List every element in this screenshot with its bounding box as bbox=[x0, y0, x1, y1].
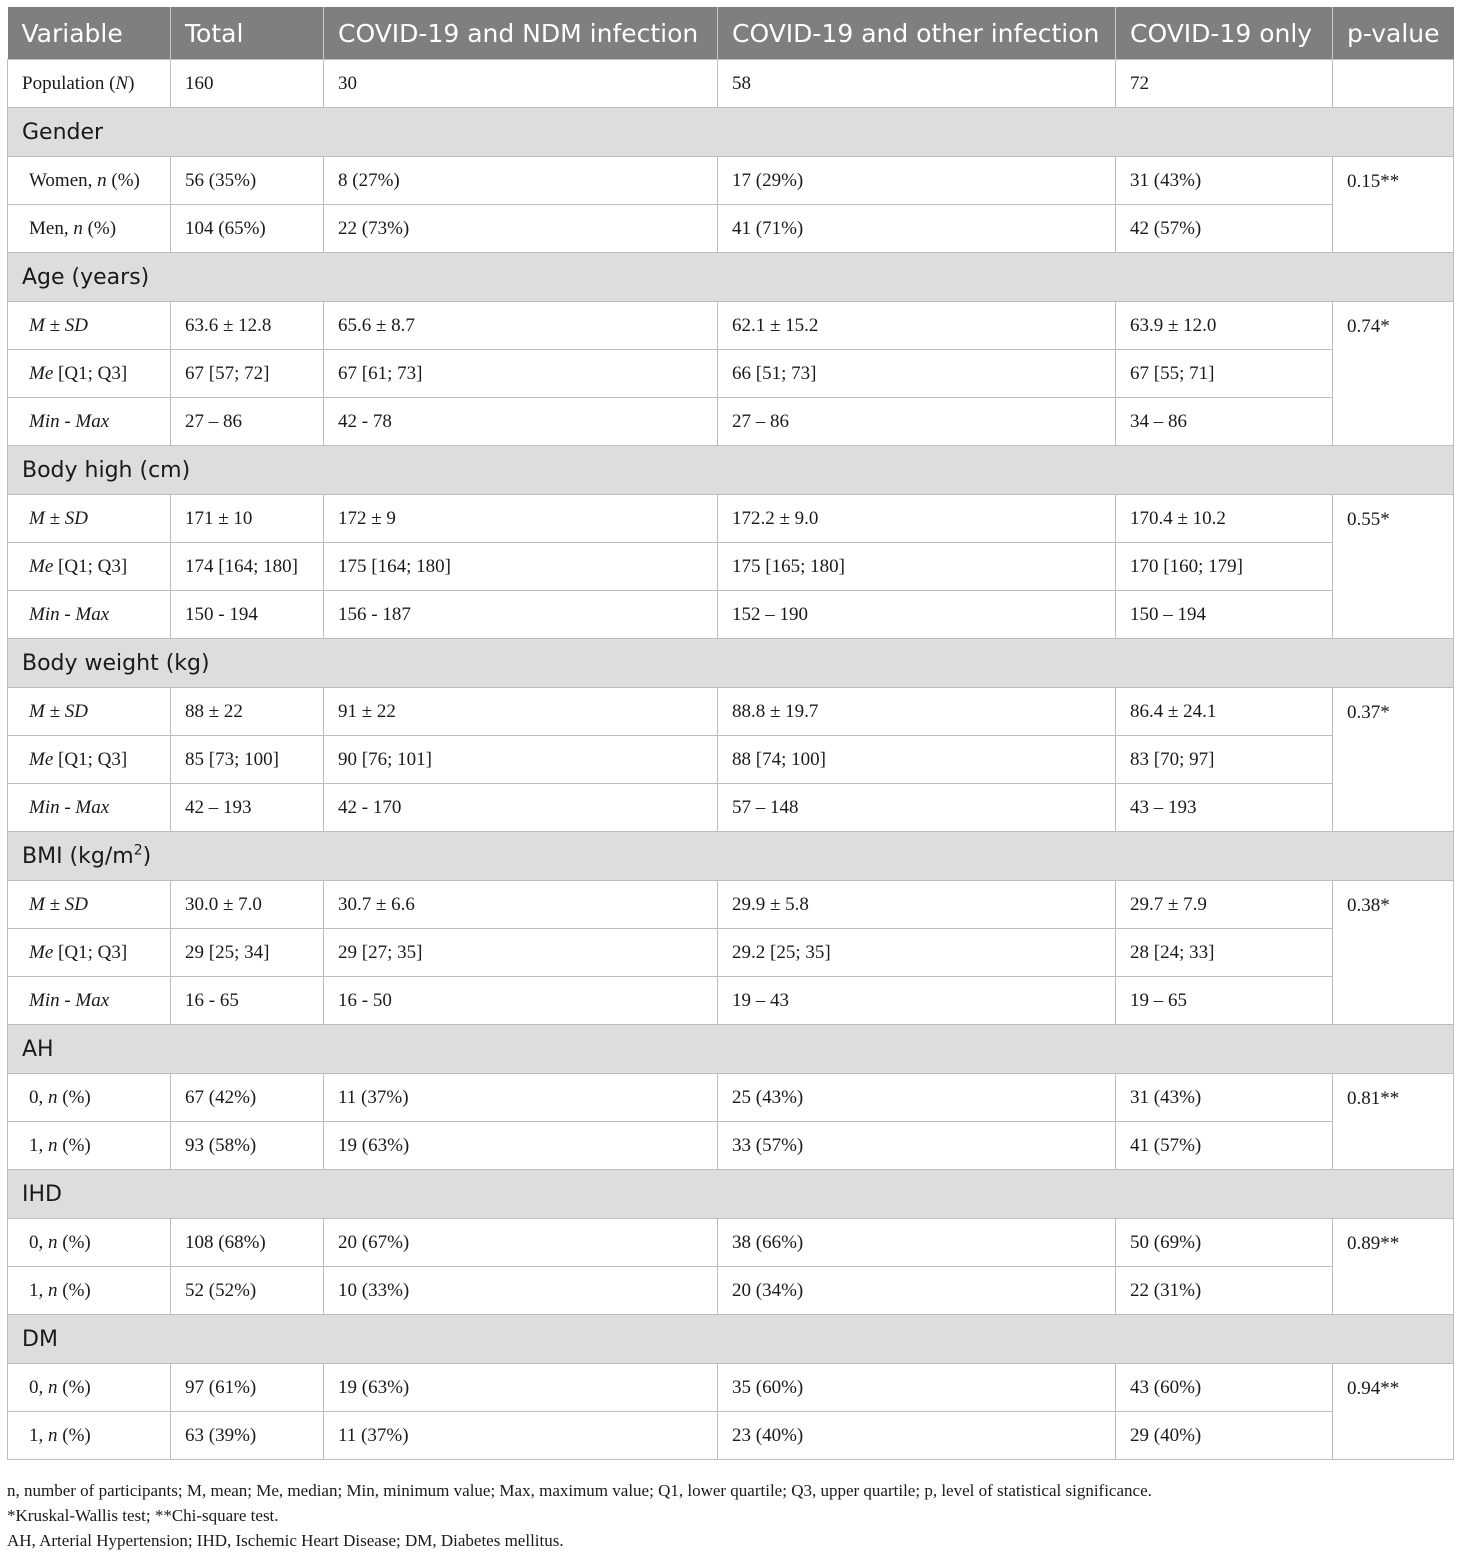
row-label bbox=[8, 1219, 171, 1267]
cell-covid-only: 67 [55; 71] bbox=[1116, 350, 1333, 398]
row-label-italic: Min - Max bbox=[29, 603, 110, 625]
cell-ndm: 11 (37%) bbox=[324, 1074, 718, 1122]
table-row bbox=[8, 688, 1454, 736]
table-container bbox=[7, 7, 1453, 1460]
section-title-text: BMI (kg/m bbox=[22, 843, 134, 869]
table-row bbox=[8, 977, 1454, 1025]
section-title-text: Gender bbox=[22, 119, 104, 145]
table-row bbox=[8, 929, 1454, 977]
section-row-age-years bbox=[8, 253, 1454, 302]
population-ndm: 30 bbox=[324, 60, 718, 108]
table-row bbox=[8, 205, 1454, 253]
row-label bbox=[8, 1267, 171, 1315]
footnote-disease-abbrev: AH, Arterial Hypertension; IHD, Ischemic Heart Disease; DM, Diabetes mellitus. bbox=[7, 1531, 564, 1550]
section-title-text: IHD bbox=[22, 1181, 62, 1207]
cell-pvalue: 0.37* bbox=[1333, 688, 1454, 832]
cell-ndm: 30.7 ± 6.6 bbox=[324, 881, 718, 929]
cell-other: 152 – 190 bbox=[718, 591, 1116, 639]
row-label-italic: n bbox=[48, 1086, 58, 1108]
cell-total: 104 (65%) bbox=[171, 205, 324, 253]
cell-other: 41 (71%) bbox=[718, 205, 1116, 253]
cell-total: 63.6 ± 12.8 bbox=[171, 302, 324, 350]
cell-total: 63 (39%) bbox=[171, 1412, 324, 1460]
cell-ndm: 19 (63%) bbox=[324, 1364, 718, 1412]
cell-other: 29.2 [25; 35] bbox=[718, 929, 1116, 977]
row-label-pre: Women, bbox=[29, 169, 98, 191]
population-other: 58 bbox=[718, 60, 1116, 108]
row-label bbox=[8, 784, 171, 832]
header-row bbox=[8, 7, 1454, 60]
cell-ndm: 10 (33%) bbox=[324, 1267, 718, 1315]
section-title bbox=[8, 108, 1454, 157]
row-label-post: [Q1; Q3] bbox=[53, 748, 128, 770]
section-title-text: Body high (cm) bbox=[22, 457, 191, 483]
section-title-text: AH bbox=[22, 1036, 54, 1062]
cell-ndm: 156 - 187 bbox=[324, 591, 718, 639]
cell-total: 16 - 65 bbox=[171, 977, 324, 1025]
cell-total: 88 ± 22 bbox=[171, 688, 324, 736]
cell-covid-only: 50 (69%) bbox=[1116, 1219, 1333, 1267]
cell-covid-only: 28 [24; 33] bbox=[1116, 929, 1333, 977]
cell-other: 29.9 ± 5.8 bbox=[718, 881, 1116, 929]
row-label-post: (%) bbox=[57, 1376, 91, 1398]
row-label bbox=[8, 1412, 171, 1460]
section-row-dm bbox=[8, 1315, 1454, 1364]
section-title-sup: 2 bbox=[133, 842, 143, 859]
cell-other: 33 (57%) bbox=[718, 1122, 1116, 1170]
cell-pvalue: 0.89** bbox=[1333, 1219, 1454, 1315]
cell-ndm: 90 [76; 101] bbox=[324, 736, 718, 784]
row-label-post: (%) bbox=[57, 1424, 91, 1446]
cell-pvalue: 0.81** bbox=[1333, 1074, 1454, 1170]
section-row-body-weight-kg bbox=[8, 639, 1454, 688]
row-label-pre: 0, bbox=[29, 1231, 48, 1253]
row-label-italic: Me bbox=[29, 748, 54, 770]
cell-covid-only: 19 – 65 bbox=[1116, 977, 1333, 1025]
cell-other: 62.1 ± 15.2 bbox=[718, 302, 1116, 350]
cell-other: 175 [165; 180] bbox=[718, 543, 1116, 591]
row-label-post: [Q1; Q3] bbox=[53, 362, 128, 384]
cell-total: 174 [164; 180] bbox=[171, 543, 324, 591]
table-row bbox=[8, 1219, 1454, 1267]
cell-covid-only: 34 – 86 bbox=[1116, 398, 1333, 446]
section-title-text: Body weight (kg) bbox=[22, 650, 210, 676]
cell-other: 27 – 86 bbox=[718, 398, 1116, 446]
row-label bbox=[8, 881, 171, 929]
cell-covid-only: 42 (57%) bbox=[1116, 205, 1333, 253]
row-label bbox=[8, 157, 171, 205]
population-row bbox=[8, 60, 1454, 108]
table-row bbox=[8, 881, 1454, 929]
header-ndm: COVID-19 and NDM infection bbox=[324, 7, 718, 60]
row-label-italic: Min - Max bbox=[29, 410, 110, 432]
cell-pvalue: 0.55* bbox=[1333, 495, 1454, 639]
section-title-text: Age (years) bbox=[22, 264, 150, 290]
cell-ndm: 65.6 ± 8.7 bbox=[324, 302, 718, 350]
cell-ndm: 16 - 50 bbox=[324, 977, 718, 1025]
cell-pvalue: 0.38* bbox=[1333, 881, 1454, 1025]
row-label-post: (%) bbox=[57, 1134, 91, 1156]
table-row bbox=[8, 1267, 1454, 1315]
section-title-suffix: ) bbox=[142, 843, 152, 869]
header-other: COVID-19 and other infection bbox=[718, 7, 1116, 60]
table-row bbox=[8, 302, 1454, 350]
cell-total: 56 (35%) bbox=[171, 157, 324, 205]
row-label-italic: n bbox=[97, 169, 107, 191]
footnote-tests: *Kruskal-Wallis test; **Chi-square test. bbox=[7, 1506, 279, 1525]
row-label-pre: 1, bbox=[29, 1134, 48, 1156]
row-label-italic: n bbox=[48, 1134, 58, 1156]
section-row-bmi-kg-m bbox=[8, 832, 1454, 881]
population-label-prefix: Population ( bbox=[22, 72, 116, 94]
table-row bbox=[8, 736, 1454, 784]
row-label-italic: n bbox=[48, 1376, 58, 1398]
row-label-italic: M ± SD bbox=[29, 314, 88, 336]
cell-covid-only: 29 (40%) bbox=[1116, 1412, 1333, 1460]
cell-other: 66 [51; 73] bbox=[718, 350, 1116, 398]
table-row bbox=[8, 1412, 1454, 1460]
section-title bbox=[8, 253, 1454, 302]
cell-covid-only: 43 – 193 bbox=[1116, 784, 1333, 832]
footnotes bbox=[7, 1478, 1453, 1553]
cell-total: 30.0 ± 7.0 bbox=[171, 881, 324, 929]
row-label-post: (%) bbox=[106, 169, 140, 191]
cell-ndm: 20 (67%) bbox=[324, 1219, 718, 1267]
header-variable: Variable bbox=[8, 7, 171, 60]
section-title bbox=[8, 1170, 1454, 1219]
cell-pvalue: 0.74* bbox=[1333, 302, 1454, 446]
row-label bbox=[8, 398, 171, 446]
table-row bbox=[8, 1122, 1454, 1170]
section-row-body-high-cm bbox=[8, 446, 1454, 495]
row-label-post: (%) bbox=[57, 1231, 91, 1253]
row-label-italic: M ± SD bbox=[29, 700, 88, 722]
cell-covid-only: 31 (43%) bbox=[1116, 157, 1333, 205]
cell-total: 108 (68%) bbox=[171, 1219, 324, 1267]
cell-other: 172.2 ± 9.0 bbox=[718, 495, 1116, 543]
row-label-post: (%) bbox=[57, 1279, 91, 1301]
cell-covid-only: 86.4 ± 24.1 bbox=[1116, 688, 1333, 736]
population-label-suffix: ) bbox=[128, 72, 135, 94]
table-row bbox=[8, 543, 1454, 591]
section-title bbox=[8, 446, 1454, 495]
table-row bbox=[8, 1364, 1454, 1412]
cell-covid-only: 150 – 194 bbox=[1116, 591, 1333, 639]
cell-total: 150 - 194 bbox=[171, 591, 324, 639]
cell-pvalue: 0.15** bbox=[1333, 157, 1454, 253]
cell-total: 85 [73; 100] bbox=[171, 736, 324, 784]
row-label bbox=[8, 350, 171, 398]
cell-covid-only: 41 (57%) bbox=[1116, 1122, 1333, 1170]
row-label-pre: 0, bbox=[29, 1376, 48, 1398]
row-label-pre: 1, bbox=[29, 1279, 48, 1301]
cell-other: 38 (66%) bbox=[718, 1219, 1116, 1267]
row-label-italic: n bbox=[73, 217, 83, 239]
cell-total: 67 (42%) bbox=[171, 1074, 324, 1122]
table-row bbox=[8, 398, 1454, 446]
row-label bbox=[8, 205, 171, 253]
cell-total: 171 ± 10 bbox=[171, 495, 324, 543]
cell-other: 35 (60%) bbox=[718, 1364, 1116, 1412]
row-label-pre: 0, bbox=[29, 1086, 48, 1108]
row-label-post: [Q1; Q3] bbox=[53, 941, 128, 963]
table-row bbox=[8, 591, 1454, 639]
table-row bbox=[8, 1074, 1454, 1122]
cell-other: 23 (40%) bbox=[718, 1412, 1116, 1460]
cell-covid-only: 29.7 ± 7.9 bbox=[1116, 881, 1333, 929]
row-label-italic: Min - Max bbox=[29, 989, 110, 1011]
cell-total: 52 (52%) bbox=[171, 1267, 324, 1315]
cell-ndm: 22 (73%) bbox=[324, 205, 718, 253]
row-label-post: [Q1; Q3] bbox=[53, 555, 128, 577]
row-label-italic: Me bbox=[29, 941, 54, 963]
cell-other: 20 (34%) bbox=[718, 1267, 1116, 1315]
section-title-text: DM bbox=[22, 1326, 58, 1352]
table-row bbox=[8, 495, 1454, 543]
population-covid-only: 72 bbox=[1116, 60, 1333, 108]
section-row-ihd bbox=[8, 1170, 1454, 1219]
section-title bbox=[8, 639, 1454, 688]
row-label-italic: n bbox=[48, 1424, 58, 1446]
cell-other: 17 (29%) bbox=[718, 157, 1116, 205]
cell-other: 88 [74; 100] bbox=[718, 736, 1116, 784]
footnote-abbreviations: n, number of participants; M, mean; Me, median; Min, minimum value; Max, maximum value; Q1, lower quartile; Q3, upper quartile; p, level of statistical significance. bbox=[7, 1481, 1152, 1500]
row-label bbox=[8, 495, 171, 543]
cell-other: 19 – 43 bbox=[718, 977, 1116, 1025]
population-label bbox=[8, 60, 171, 108]
cell-covid-only: 63.9 ± 12.0 bbox=[1116, 302, 1333, 350]
row-label-italic: n bbox=[48, 1279, 58, 1301]
table-row bbox=[8, 350, 1454, 398]
header-pvalue: p-value bbox=[1333, 7, 1454, 60]
cell-covid-only: 43 (60%) bbox=[1116, 1364, 1333, 1412]
characteristics-table bbox=[7, 7, 1454, 1460]
cell-covid-only: 22 (31%) bbox=[1116, 1267, 1333, 1315]
row-label bbox=[8, 302, 171, 350]
population-label-var: N bbox=[115, 72, 129, 94]
section-title bbox=[8, 1025, 1454, 1074]
cell-other: 88.8 ± 19.7 bbox=[718, 688, 1116, 736]
cell-ndm: 67 [61; 73] bbox=[324, 350, 718, 398]
section-title bbox=[8, 832, 1454, 881]
row-label-italic: n bbox=[48, 1231, 58, 1253]
row-label bbox=[8, 591, 171, 639]
table-row bbox=[8, 157, 1454, 205]
row-label-pre: Men, bbox=[29, 217, 74, 239]
row-label bbox=[8, 977, 171, 1025]
header-total: Total bbox=[171, 7, 324, 60]
row-label-pre: 1, bbox=[29, 1424, 48, 1446]
row-label-italic: Min - Max bbox=[29, 796, 110, 818]
table-row bbox=[8, 784, 1454, 832]
cell-pvalue: 0.94** bbox=[1333, 1364, 1454, 1460]
cell-total: 27 – 86 bbox=[171, 398, 324, 446]
cell-total: 67 [57; 72] bbox=[171, 350, 324, 398]
row-label-italic: M ± SD bbox=[29, 507, 88, 529]
row-label bbox=[8, 1122, 171, 1170]
row-label bbox=[8, 1074, 171, 1122]
row-label bbox=[8, 688, 171, 736]
cell-total: 93 (58%) bbox=[171, 1122, 324, 1170]
row-label bbox=[8, 929, 171, 977]
population-pvalue bbox=[1333, 60, 1454, 108]
row-label-post: (%) bbox=[57, 1086, 91, 1108]
row-label-italic: Me bbox=[29, 555, 54, 577]
cell-covid-only: 170 [160; 179] bbox=[1116, 543, 1333, 591]
cell-ndm: 19 (63%) bbox=[324, 1122, 718, 1170]
cell-ndm: 42 - 170 bbox=[324, 784, 718, 832]
cell-total: 42 – 193 bbox=[171, 784, 324, 832]
cell-covid-only: 83 [70; 97] bbox=[1116, 736, 1333, 784]
section-row-gender bbox=[8, 108, 1454, 157]
cell-covid-only: 31 (43%) bbox=[1116, 1074, 1333, 1122]
section-title bbox=[8, 1315, 1454, 1364]
cell-ndm: 8 (27%) bbox=[324, 157, 718, 205]
population-total: 160 bbox=[171, 60, 324, 108]
row-label bbox=[8, 543, 171, 591]
cell-ndm: 172 ± 9 bbox=[324, 495, 718, 543]
cell-total: 97 (61%) bbox=[171, 1364, 324, 1412]
row-label-post: (%) bbox=[82, 217, 117, 239]
cell-other: 25 (43%) bbox=[718, 1074, 1116, 1122]
row-label bbox=[8, 736, 171, 784]
cell-ndm: 11 (37%) bbox=[324, 1412, 718, 1460]
cell-ndm: 175 [164; 180] bbox=[324, 543, 718, 591]
cell-covid-only: 170.4 ± 10.2 bbox=[1116, 495, 1333, 543]
cell-total: 29 [25; 34] bbox=[171, 929, 324, 977]
cell-ndm: 91 ± 22 bbox=[324, 688, 718, 736]
cell-ndm: 42 - 78 bbox=[324, 398, 718, 446]
section-row-ah bbox=[8, 1025, 1454, 1074]
row-label bbox=[8, 1364, 171, 1412]
header-covid-only: COVID-19 only bbox=[1116, 7, 1333, 60]
row-label-italic: M ± SD bbox=[29, 893, 88, 915]
row-label-italic: Me bbox=[29, 362, 54, 384]
cell-other: 57 – 148 bbox=[718, 784, 1116, 832]
cell-ndm: 29 [27; 35] bbox=[324, 929, 718, 977]
